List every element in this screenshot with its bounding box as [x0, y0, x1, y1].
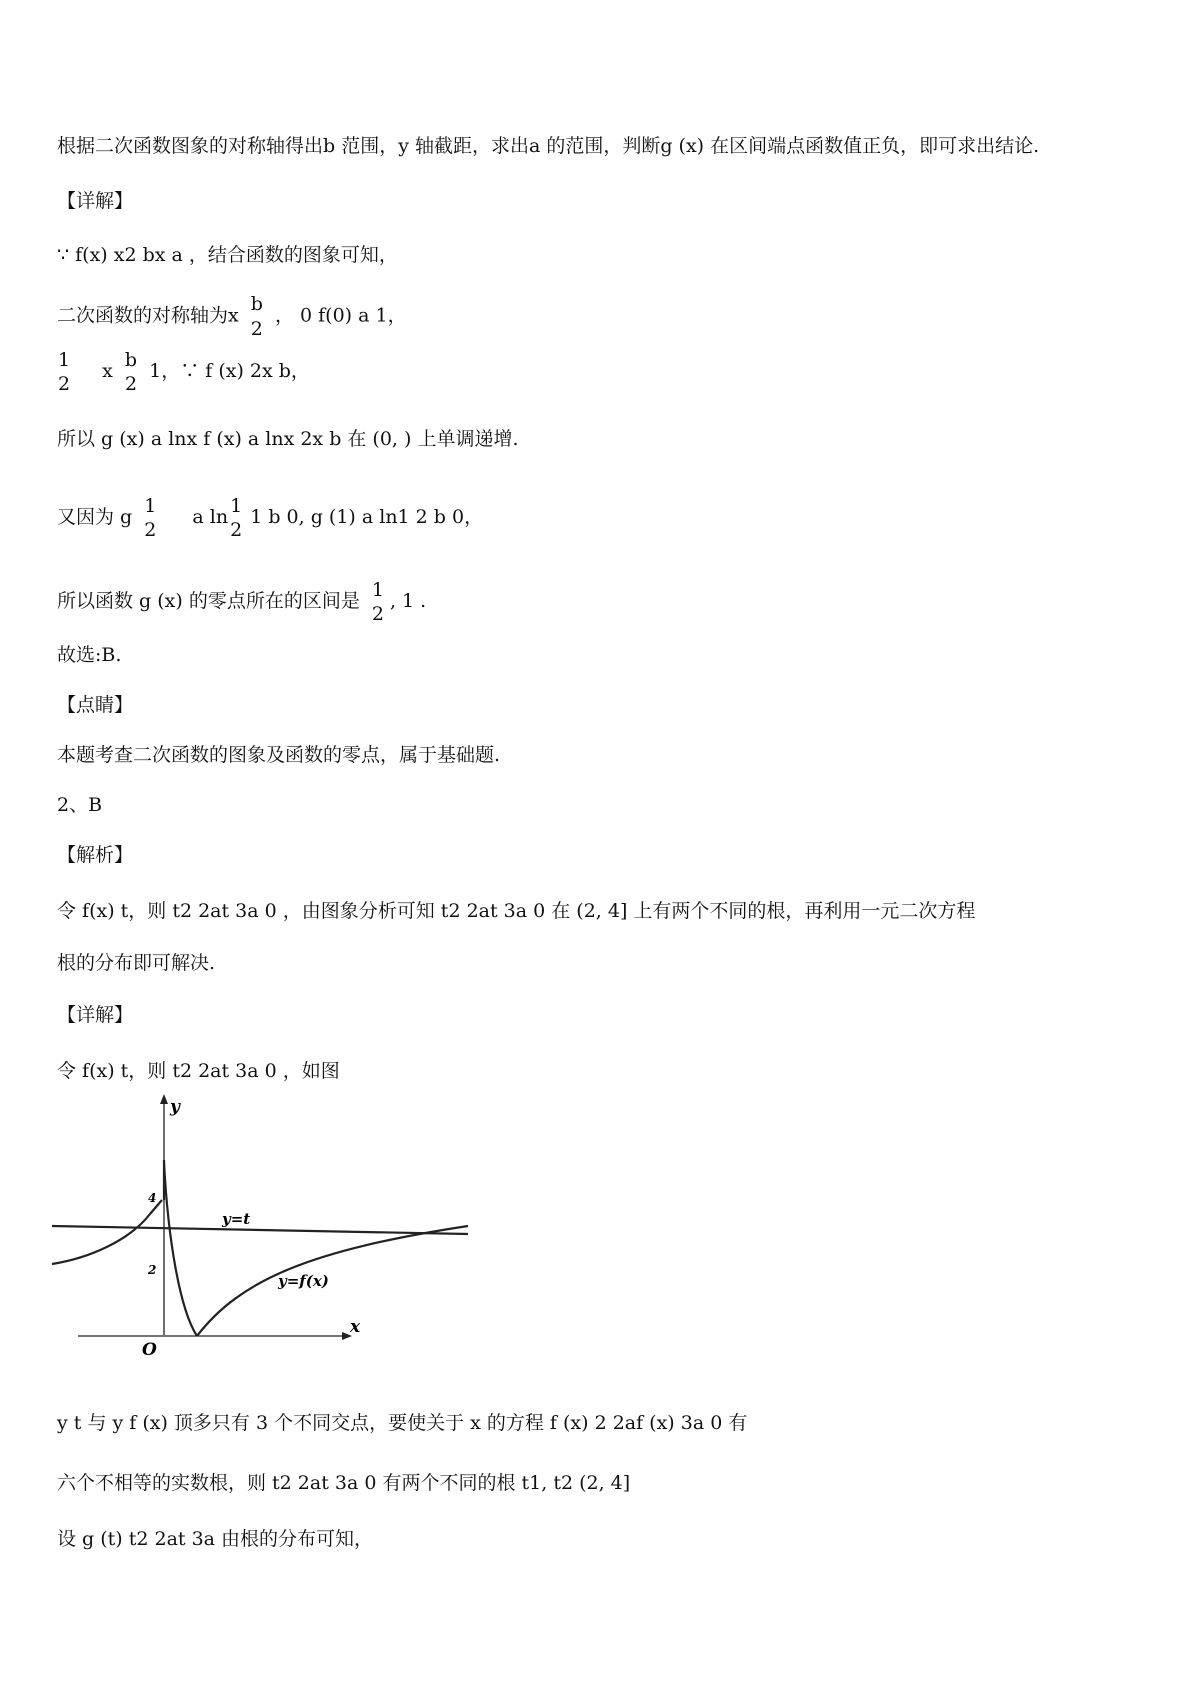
text-line-11: 本题考查二次函数的图象及函数的零点，属于基础题. [57, 744, 501, 766]
section-analysis: 【解析】 [57, 844, 134, 866]
function-graph [50, 1090, 470, 1360]
text-segment: , 1 . [389, 590, 427, 612]
text-segment: a ln [192, 506, 229, 528]
text-line-4 [57, 292, 407, 341]
line-label: y=t [222, 1210, 251, 1228]
text-segment: 所以函数 g (x) 的零点所在的区间是 [57, 590, 360, 612]
numerator: 1 [144, 495, 157, 517]
fraction [372, 578, 384, 626]
fraction [251, 292, 263, 341]
text-line-18: y t 与 y f (x) 顶多只有 3 个不同交点，要使关于 x 的方程 f (x) 2 2af (x) 3a 0 有 [57, 1412, 748, 1434]
text-line-14: 令 f(x) t，则 t2 2at 3a 0 ，由图象分析可知 t2 2at 3a 0 在 (2, 4] 上有两个不同的根，再利用一元二次方程 [57, 900, 976, 922]
text-segment: 1，∵ f (x) 2x b， [149, 360, 310, 382]
fraction [58, 348, 70, 396]
numerator: 1 [230, 495, 243, 517]
fraction [230, 494, 242, 542]
answer-2: 2、B [57, 794, 103, 816]
text-line-19: 六个不相等的实数根，则 t2 2at 3a 0 有两个不同的根 t1, t2 (2, 4] [57, 1472, 631, 1494]
text-line-5 [52, 348, 310, 396]
text-line-3: ∵ f(x) x2 bx a ，结合函数的图象可知， [57, 244, 398, 266]
text-line-9: 故选:B. [57, 644, 122, 666]
section-comment: 【点睛】 [57, 694, 134, 716]
text-segment: 又因为 g [57, 506, 133, 528]
numerator: b [250, 293, 263, 315]
curve-left-branch [52, 1200, 162, 1264]
y-axis-arrow [160, 1094, 168, 1104]
text-line-20: 设 g (t) t2 2at 3a 由根的分布可知， [57, 1528, 374, 1550]
denominator: 2 [124, 373, 138, 395]
text-line-7 [57, 494, 483, 542]
denominator: 2 [250, 318, 263, 340]
curve-rising [197, 1226, 468, 1336]
denominator: 2 [144, 519, 157, 541]
x-axis-label: x [350, 1317, 361, 1337]
denominator: 2 [371, 603, 384, 625]
denominator: 2 [58, 373, 71, 395]
curve-descending [164, 1162, 197, 1336]
y-axis-label: y [170, 1097, 180, 1117]
fraction [144, 494, 156, 542]
line-y-equals-t [52, 1226, 468, 1234]
curve-label: y=f(x) [278, 1272, 329, 1290]
numerator: 1 [58, 349, 71, 371]
denominator: 2 [230, 519, 243, 541]
fraction [125, 348, 137, 396]
section-detail-2: 【详解】 [57, 1004, 134, 1026]
text-line-6: 所以 g (x) a lnx f (x) a lnx 2x b 在 (0, ) 上单调递增. [57, 428, 519, 450]
text-line-15: 根的分布即可解决. [57, 952, 216, 974]
text-segment: 1 b 0, g (1) a ln1 2 b 0， [250, 506, 484, 528]
text-line-1: 根据二次函数图象的对称轴得出b 范围，y 轴截距，求出a 的范围，判断g (x) 在区间端点函数值正负，即可求出结论. [57, 135, 1040, 157]
text-line-8 [57, 578, 426, 626]
tick-2-label: 2 [148, 1263, 157, 1277]
text-segment: ， 0 f(0) a 1， [274, 304, 407, 327]
text-line-17: 令 f(x) t，则 t2 2at 3a 0 ，如图 [57, 1060, 340, 1082]
tick-4-label: 4 [148, 1191, 157, 1205]
text-segment: 二次函数的对称轴为x [57, 304, 239, 327]
origin-label: O [142, 1340, 157, 1360]
numerator: 1 [371, 579, 384, 601]
text-segment: x [102, 360, 113, 382]
section-detail-1: 【详解】 [57, 190, 134, 212]
numerator: b [124, 349, 138, 371]
